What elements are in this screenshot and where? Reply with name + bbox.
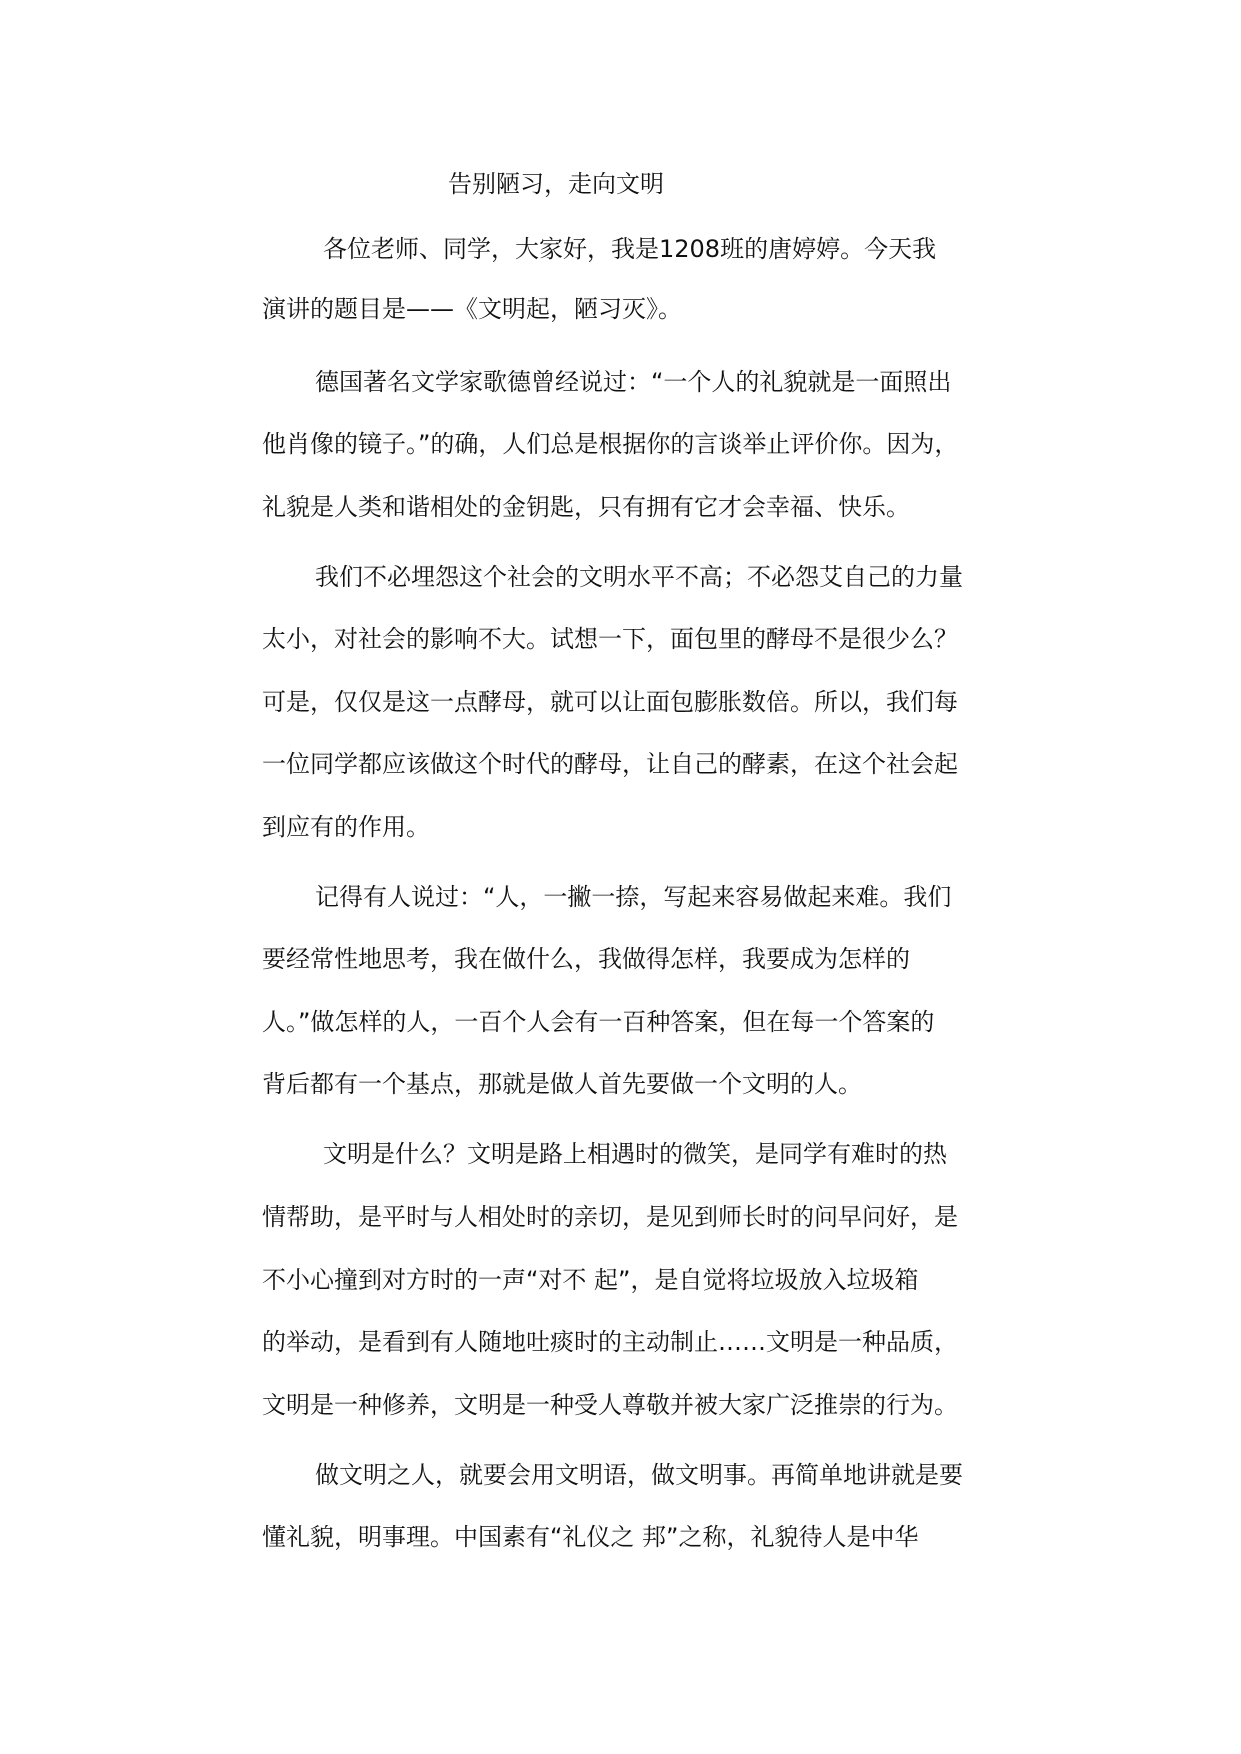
text-line: 太小，对社会的影响不大。试想一下，面包里的酵母不是很少么？ — [262, 625, 958, 653]
text-line: 演讲的题目是——《文明起，陋习灭》。 — [262, 295, 682, 323]
text-line: 文明是什么？文明是路上相遇时的微笑，是同学有难时的热 — [323, 1140, 947, 1168]
text-line: 人。”做怎样的人，一百个人会有一百种答案，但在每一个答案的 — [262, 1008, 935, 1036]
text-line: 一位同学都应该做这个时代的酵母，让自己的酵素，在这个社会起 — [262, 750, 958, 778]
text-line: 的举动，是看到有人随地吐痰时的主动制止……文明是一种品质， — [262, 1328, 958, 1356]
text-line: 各位老师、同学，大家好，我是1208班的唐婷婷。今天我 — [323, 235, 937, 263]
text-line: 可是，仅仅是这一点酵母，就可以让面包膨胀数倍。所以，我们每 — [262, 688, 958, 716]
text-line: 要经常性地思考，我在做什么，我做得怎样，我要成为怎样的 — [262, 945, 910, 973]
text-line: 他肖像的镜子。”的确，人们总是根据你的言谈举止评价你。因为， — [262, 430, 959, 458]
text-line: 懂礼貌，明事理。中国素有“礼仪之 邦”之称，礼貌待人是中华 — [262, 1523, 919, 1551]
document-title: 告别陋习，走向文明 — [448, 170, 664, 198]
text-line: 德国著名文学家歌德曾经说过：“一个人的礼貌就是一面照出 — [315, 368, 952, 396]
text-line: 到应有的作用。 — [262, 813, 430, 841]
text-line: 背后都有一个基点，那就是做人首先要做一个文明的人。 — [262, 1070, 862, 1098]
text-line: 记得有人说过：“人，一撇一捺，写起来容易做起来难。我们 — [315, 883, 952, 911]
text-line: 礼貌是人类和谐相处的金钥匙，只有拥有它才会幸福、快乐。 — [262, 493, 910, 521]
text-line: 文明是一种修养，文明是一种受人尊敬并被大家广泛推崇的行为。 — [262, 1391, 958, 1419]
text-line: 不小心撞到对方时的一声“对不 起”，是自觉将垃圾放入垃圾箱 — [262, 1266, 919, 1294]
text-line: 我们不必埋怨这个社会的文明水平不高；不必怨艾自己的力量 — [315, 563, 963, 591]
text-line: 做文明之人，就要会用文明语，做文明事。再简单地讲就是要 — [315, 1461, 963, 1489]
text-line: 情帮助，是平时与人相处时的亲切，是见到师长时的问早问好，是 — [262, 1203, 958, 1231]
